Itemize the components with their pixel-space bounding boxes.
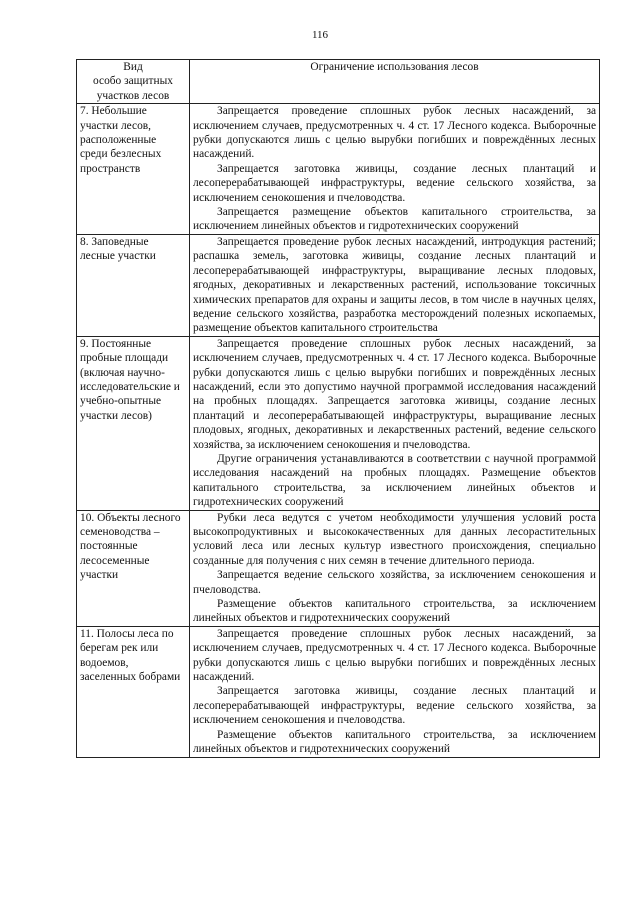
- header-line: Вид: [123, 61, 143, 73]
- restriction-paragraph: Запрещается проведение сплошных рубок лесных насаждений, за исключением случаев, предусмотренных ч. 4 ст. 17 Лесного кодекса. Выборочные рубки допускаются лишь с целью вырубки погибших и повреждённых лесных насаждений.: [193, 627, 596, 684]
- restriction-paragraph: Запрещается проведение рубок лесных насаждений, интродукция растений; распашка земель, заготовка живицы, создание лесных плантаций и лесоперерабатывающей инфраструктуры, выращивание лесных плодовых, ягодных, декоративных и лекарственных растений, использование токсичных химических препаратов для охраны и защиты лесов, в том числе в научных целях, ведение сельского хозяйства, разработка месторождений полезных ископаемых, размещение объектов капитального строительства: [193, 235, 596, 335]
- header-protected-area-type: [77, 60, 190, 104]
- header-line: участков лесов: [96, 89, 170, 102]
- restriction-paragraph: Размещение объектов капитального строительства, за исключением линейных объектов и гидротехнических сооружений: [193, 598, 596, 625]
- restriction-cell: [190, 510, 600, 626]
- table-row: [77, 336, 600, 510]
- restriction-cell: [190, 336, 600, 510]
- area-type-cell: 7. Небольшие участки лесов, расположенные среди безлесных пространств: [77, 104, 190, 235]
- restriction-cell: [190, 234, 600, 336]
- restriction-cell: [190, 104, 600, 235]
- table-row: [77, 626, 600, 757]
- table-row: [77, 104, 600, 235]
- restriction-paragraph: Запрещается ведение сельского хозяйства, за исключением сенокошения и пчеловодства.: [193, 569, 596, 596]
- header-line: особо защитных: [93, 75, 173, 88]
- page-number: 116: [311, 29, 329, 41]
- restriction-paragraph: Другие ограничения устанавливаются в соответствии с научной программой исследования насаждений на пробных площадях. Размещение объектов капитального строительства, за исключением линейных объектов и гидротехнических сооружений: [193, 452, 596, 509]
- area-type-cell: 8. Заповедные лесные участки: [77, 234, 190, 336]
- table-row: [77, 234, 600, 336]
- area-type-cell: 11. Полосы леса по берегам рек или водоемов, заселенных бобрами: [77, 626, 190, 757]
- restriction-paragraph: Размещение объектов капитального строительства, за исключением линейных объектов и гидротехнических сооружений: [193, 728, 596, 756]
- restriction-paragraph: Запрещается проведение сплошных рубок лесных насаждений, за исключением случаев, предусмотренных ч. 4 ст. 17 Лесного кодекса. Выборочные рубки допускаются лишь с целью вырубки погибших и повреждённых лесных насаждений, если это допустимо научной программой исследования насаждений на пробных площадях. Запрещается заготовка живицы, создание лесных плантаций и лесоперерабатывающей инфраструктуры, выращивание лесных плодовых, ягодных, декоративных и лекарственных растений, ведение сельского хозяйства, за исключением сенокошения и пчеловодства.: [193, 337, 596, 451]
- table-header-row: [77, 60, 600, 104]
- restriction-paragraph: Запрещается заготовка живицы, создание лесных плантаций и лесоперерабатывающей инфраструктуры, ведение сельского хозяйства, за исключением сенокошения и пчеловодства.: [193, 685, 596, 727]
- header-forest-use-restriction: Ограничение использования лесов: [190, 60, 600, 104]
- table-row: [77, 510, 600, 626]
- restriction-paragraph: Рубки леса ведутся с учетом необходимости улучшения условий роста высокопродуктивных и высококачественных для данных лесорастительных условий леса или лесных культур известного происхождения, специально созданные для получения с них семян в течение длительного периода.: [193, 511, 596, 567]
- area-type-cell: 9. Постоянные пробные площади (включая научно-исследовательские и учебно-опытные участки лесов): [77, 336, 190, 510]
- restriction-cell: [190, 626, 600, 757]
- restrictions-table: [76, 59, 600, 758]
- restriction-paragraph: Запрещается заготовка живицы, создание лесных плантаций и лесоперерабатывающей инфраструктуры, ведение сельского хозяйства, за исключением сенокошения и пчеловодства.: [193, 162, 596, 204]
- restriction-paragraph: Запрещается размещение объектов капитального строительства, за исключением линейных объектов и гидротехнических сооружений: [193, 206, 596, 233]
- restriction-paragraph: Запрещается проведение сплошных рубок лесных насаждений, за исключением случаев, предусмотренных ч. 4 ст. 17 Лесного кодекса. Выборочные рубки допускаются лишь с целью вырубки погибших и повреждённых лесных насаждений.: [193, 105, 596, 161]
- area-type-cell: 10. Объекты лесного семеноводства – постоянные лесосеменные участки: [77, 510, 190, 626]
